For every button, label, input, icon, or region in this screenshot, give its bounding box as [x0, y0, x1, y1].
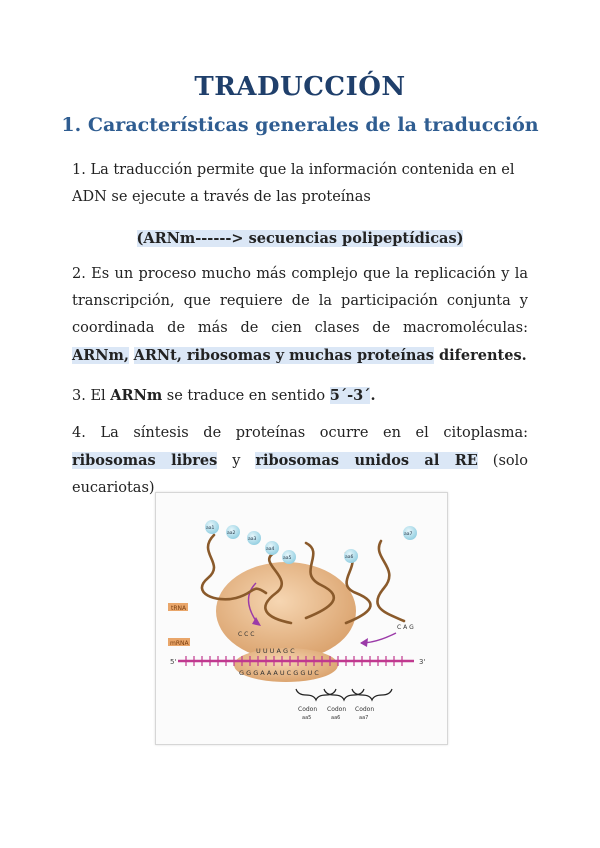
- paragraph-3-arnm: ARNm: [110, 387, 163, 404]
- paragraph-4-mid: y: [217, 453, 256, 469]
- codon-3-label: Codon: [355, 706, 375, 713]
- ribosome-large-subunit: [216, 562, 356, 660]
- paragraph-4-end: (solo eucariotas): [72, 453, 528, 496]
- codon-1-label: Codon: [298, 706, 318, 713]
- aa-label-3: aa3: [248, 537, 257, 542]
- paragraph-3-end: .: [370, 387, 376, 404]
- paragraph-2-highlight-list: ARNt, ribosomas y muchas proteínas: [133, 347, 434, 364]
- formula-line: [72, 225, 528, 252]
- aa-label-6: aa6: [345, 555, 354, 560]
- paragraph-4-highlight-bound: ribosomas unidos al RE: [255, 452, 478, 469]
- paragraph-1: 1. La traducción permite que la información contenida en el ADN se ejecute a través de las proteínas: [72, 162, 515, 205]
- mrna-sequence: G G G A A A U C G G U C: [239, 669, 319, 677]
- section-heading: 1. Características generales de la traducción: [61, 114, 539, 136]
- codon-1-aa: aa5: [302, 715, 312, 721]
- paragraph-2-separator: [129, 348, 134, 364]
- paragraph-2-highlight-arnm: ARNm,: [72, 347, 129, 364]
- three-prime-label: 3': [419, 658, 426, 666]
- trna-label: tRNA: [171, 605, 187, 612]
- codon-2-aa: aa6: [331, 715, 341, 721]
- page-title: TRADUCCIÓN: [194, 72, 406, 102]
- formula-text: (ARNm------> secuencias polipeptídicas): [136, 230, 464, 247]
- translation-diagram: [155, 492, 448, 745]
- paragraph-3-direction: 5´-3´: [329, 387, 371, 404]
- codon-3-aa: aa7: [359, 715, 369, 721]
- aa-label-5: aa5: [283, 556, 292, 561]
- codon-braces: [296, 689, 392, 700]
- paragraph-2: [72, 261, 528, 370]
- translation-diagram-svg: [156, 493, 447, 744]
- aa-label-7: aa7: [404, 532, 413, 537]
- anticodon-right: C A G: [397, 624, 414, 631]
- anticodon-left: C C C: [238, 631, 255, 638]
- paragraph-4-text: 4. La síntesis de proteínas ocurre en el citoplasma:: [72, 425, 528, 441]
- paragraph-3: [72, 382, 528, 410]
- aa-label-2: aa2: [227, 531, 236, 536]
- right-arrow-head: [360, 638, 368, 647]
- trna-anticodon-sequence: U U U A G C: [256, 647, 295, 655]
- paragraph-3-prefix: 3. El: [72, 388, 111, 404]
- aa-label-4: aa4: [266, 547, 275, 552]
- paragraph-4-highlight-free: ribosomas libres: [72, 452, 218, 469]
- mrna-label: mRNA: [170, 640, 189, 647]
- paragraph-2-text: 2. Es un proceso mucho más complejo que la replicación y la transcripción, que requiere de la participación conjunta y coordinada de más de cien clases de macromoléculas:: [72, 266, 528, 336]
- paragraph-3-middle: se traduce en sentido: [162, 388, 330, 404]
- paragraph-2-end: diferentes.: [433, 347, 527, 364]
- five-prime-label: 5': [170, 658, 177, 666]
- codon-2-label: Codon: [327, 706, 347, 713]
- aa-label-1: aa1: [206, 526, 215, 531]
- amino-acid-chain: [205, 520, 417, 564]
- paragraph-4: [72, 420, 528, 502]
